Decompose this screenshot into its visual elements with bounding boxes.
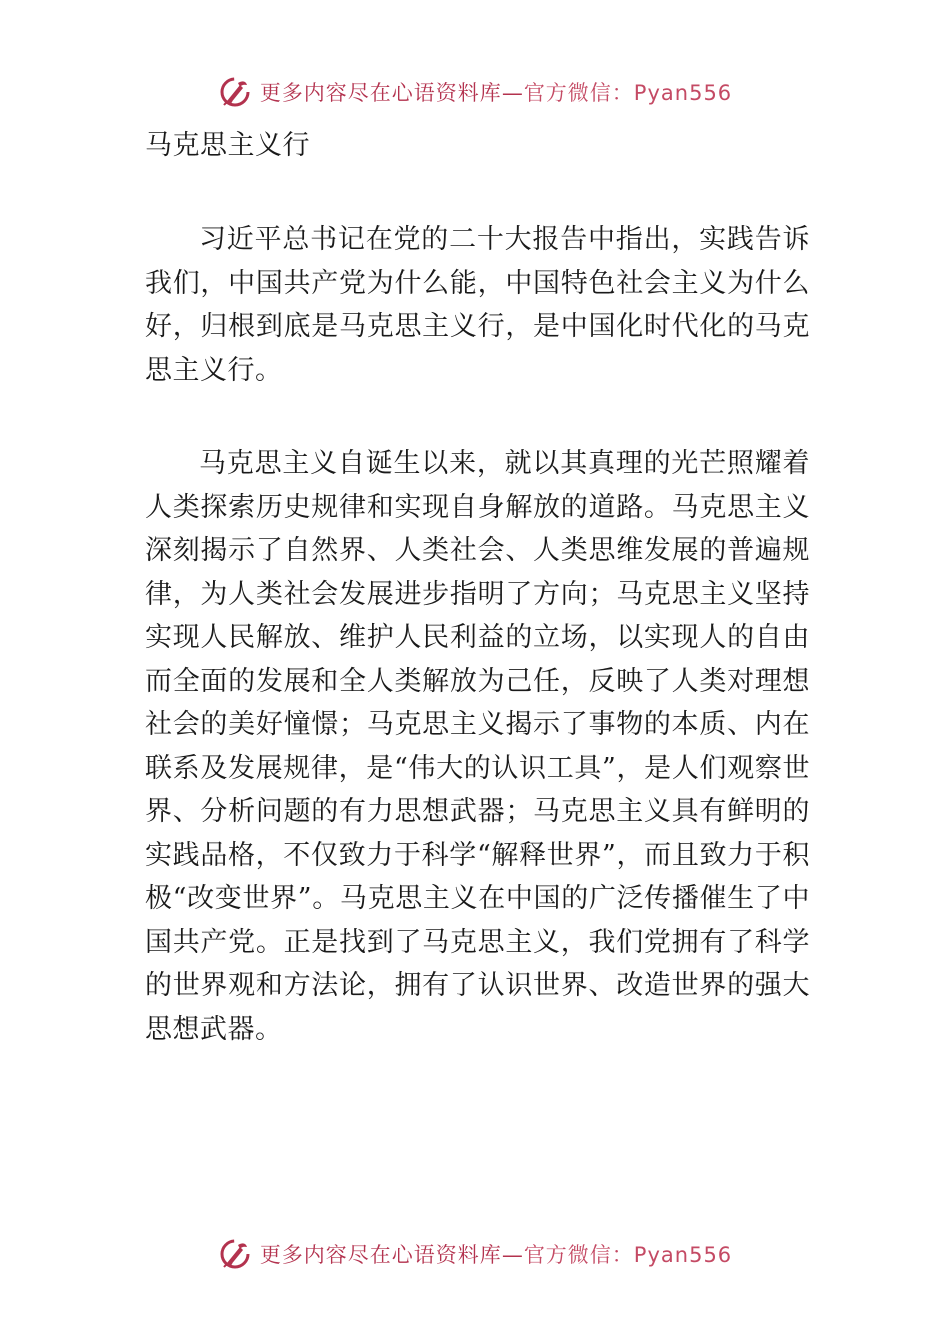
logo-icon (218, 1237, 252, 1271)
document-title: 马克思主义行 (145, 130, 310, 161)
header-watermark-text: 更多内容尽在心语资料库—官方微信：Pyan556 (259, 81, 733, 105)
header-watermark (0, 70, 950, 114)
footer-watermark (0, 1232, 950, 1276)
paragraph-2: 马克思主义自诞生以来，就以其真理的光芒照耀着人类探索历史规律和实现自身解放的道路。马克思主义深刻揭示了自然界、人类社会、人类思维发展的普遍规律，为人类社会发展进步指明了方向；马克思主义坚持实现人民解放、维护人民利益的立场，以实现人的自由而全面的发展和全人类解放为己任，反映了人类对理想社会的美好憧憬；马克思主义揭示了事物的本质、内在联系及发展规律，是“伟大的认识工具”，是人们观察世界、分析问题的有力思想武器；马克思主义具有鲜明的实践品格，不仅致力于科学“解释世界”，而且致力于积极“改变世界”。马克思主义在中国的广泛传播催生了中国共产党。正是找到了马克思主义，我们党拥有了科学的世界观和方法论，拥有了认识世界、改造世界的强大思想武器。 (145, 448, 810, 1045)
logo-icon (218, 75, 252, 109)
document-body (145, 124, 810, 1051)
paragraph-1: 习近平总书记在党的二十大报告中指出，实践告诉我们，中国共产党为什么能，中国特色社会主义为什么好，归根到底是马克思主义行，是中国化时代化的马克思主义行。 (145, 224, 810, 386)
footer-watermark-text: 更多内容尽在心语资料库—官方微信：Pyan556 (259, 1243, 733, 1267)
